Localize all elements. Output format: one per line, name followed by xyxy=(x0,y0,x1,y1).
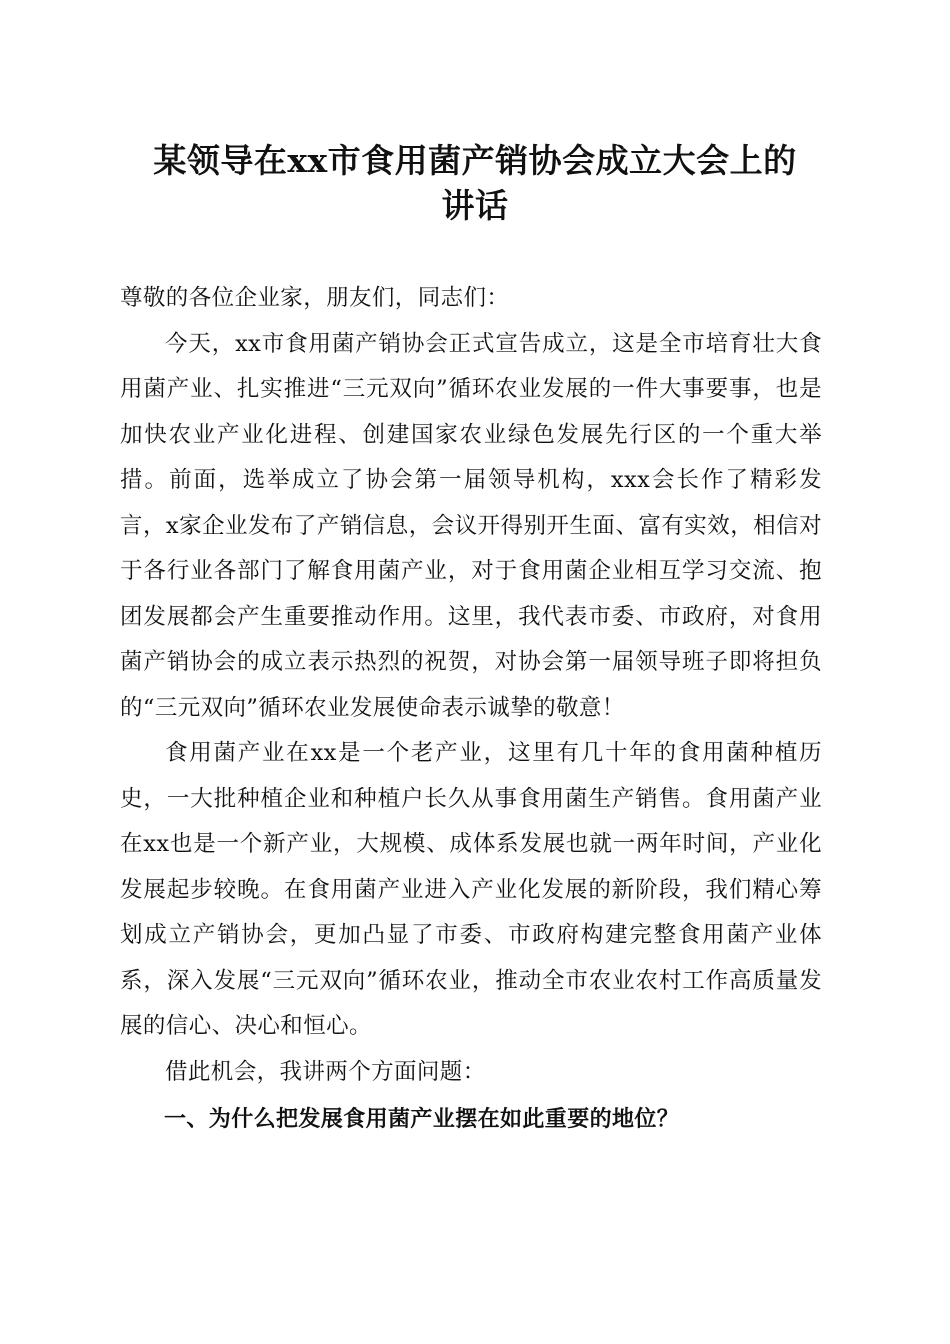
paragraph-1: 今天，xx市食用菌产销协会正式宣告成立，这是全市培育壮大食用菌产业、扎实推进“三元双向”循环农业发展的一件大事要事，也是加快农业产业化进程、创建国家农业绿色发展先行区的一个重大举措。前面，选举成立了协会第一届领导机构，xxx会长作了精彩发言，x家企业发布了产销信息，会议开得别开生面、富有实效，相信对于各行业各部门了解食用菌产业，对于食用菌企业相互学习交流、抱团发展都会产生重要推动作用。这里，我代表市委、市政府，对食用菌产销协会的成立表示热烈的祝贺，对协会第一届领导班子即将担负的“三元双向”循环农业发展使命表示诚挚的敬意！ xyxy=(120,330,822,721)
paragraph-2: 食用菌产业在xx是一个老产业，这里有几十年的食用菌种植历史，一大批种植企业和种植户长久从事食用菌生产销售。食用菌产业在xx也是一个新产业，大规模、成体系发展也就一两年时间，产业化发展起步较晚。在食用菌产业进入产业化发展的新阶段，我们精心筹划成立产销协会，更加凸显了市委、市政府构建完整食用菌产业体系，深入发展“三元双向”循环农业，推动全市农业农村工作高质量发展的信心、决心和恒心。 xyxy=(120,740,822,1039)
document-title-line-1: 某领导在xx市食用菌产销协会成立大会上的 xyxy=(153,141,797,180)
document-title-line-2: 讲话 xyxy=(441,186,509,225)
document-body xyxy=(120,276,822,1143)
salutation: 尊敬的各位企业家，朋友们，同志们： xyxy=(120,285,510,311)
section-heading-1: 一、为什么把发展食用菌产业摆在如此重要的地位？ xyxy=(164,1107,680,1132)
document-title xyxy=(100,138,850,228)
paragraph-3: 借此机会，我讲两个方面问题： xyxy=(165,1058,486,1085)
